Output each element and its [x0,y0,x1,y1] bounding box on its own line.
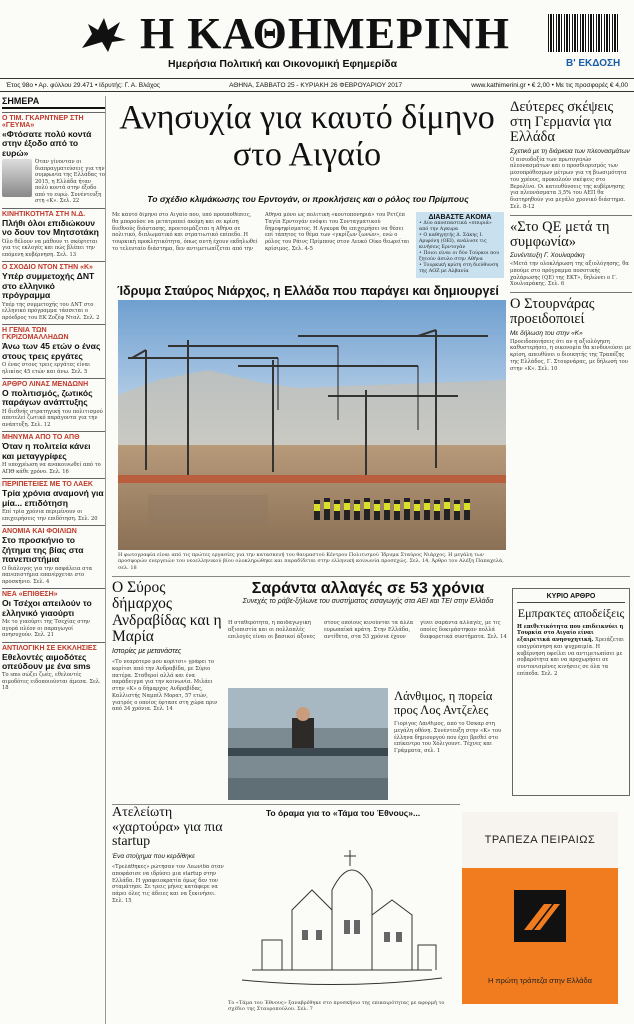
today-item-title[interactable]: Ο πολιτισμός, ζωτικός παράγων ανάπτυξης [2,388,93,408]
lead-body: Με καυτό δίμηνο στο Αιγαίο που, υπό προϋποθέσεις, θα μπορούσε να μετατραπεί ακόμη και σε κρίση διεθνούς διάστασης, προετοιμάζεται η Αθήνα σε πολιτικό, διπλωματικό και στρατιωτικό επίπεδο. Η τουρκική προκλητικότητα, όπως αυτή έχουν εκδηλωθεί το τελευταίο διάστημα, δεν αντιμετωπίζεται από την Αθήνα μόνο ως πολιτική «κουτοπονηριά» του Ρετζέπ Ταγίπ Ερντογάν ενόψει του Συνταγματικού δημοψηφίσματος. Η Αγκυρα θα επιχειρήσει να θέσει επί τάπητος το θέμα των «γκρίζων ζωνών», ενώ ο ρόλος του Ράινς Πρίμπους στον Λευκό Οίκο θεωρείται κρίσιμος. Σελ. 4-5 [112,212,410,252]
right-story-sub: Με δήλωση του στην «Κ» [510,329,583,337]
today-item[interactable] [2,478,105,522]
syros-sub: Ιστορίες με μετανάστες [112,648,182,656]
today-item-section: ΝΕΑ «ΕΠΙΘΕΣΗ» [2,588,105,598]
lead-deck: Το σχέδιο κλιμάκωσης του Ερντογάν, οι προκλήσεις και ο ρόλος του Πρίμπους [147,194,469,204]
today-item[interactable] [2,112,105,205]
today-item[interactable] [2,431,105,475]
read-more-item[interactable]: • Ποιοι είναι οι δύο Τούρκοι που ζητούν άσυλο στην Αθήνα [419,250,500,262]
read-more-title: ΔΙΑΒΑΣΤΕ ΑΚΟΜΑ [428,214,492,221]
photo-caption: Η φωτογραφία είναι από τις πρώτες εργασίες για την κατασκευή του θαυμαστού Κέντρου Πολιτισμού Ίδρυμα Σταύρος Νιάρχος. Η μεγάλη των προσφορών ενεργειών του νεοελληνικού βίου ολοκληρώθηκε και παραδίδεται στην ελληνική κοινωνία προσεχώς. Σελ. 14, Άρθρο του Αλέξη Παπαχελά, σελ. 18 [118,552,504,571]
saranta-sub: Συνεχές το ράβε-ξήλωνε του συστήματος εισαγωγής στα ΑΕΙ και ΤΕΙ στην Ελλάδα [242,598,494,605]
read-more-item[interactable]: • Δύο αποσπαστικά «σπυριά» από την Αγκυρα [419,221,492,232]
today-item-section: Ο ΣΧΟΔΙΟ ΝΤΟΝ ΣΤΗΝ «Κ» [2,261,105,271]
today-item[interactable] [2,261,105,321]
today-header: ΣΗΜΕΡΑ [2,96,105,109]
divider [112,576,630,577]
today-item-body: Με το γιαούρτι της Τσεχίας στην αγορά πλέον οι παραγωγοί ανησυχούν. Σελ. 21 [2,619,90,639]
today-item-title[interactable]: Υπέρ συμμετοχής ΔΝΤ στο ελληνικό πρόγραμμα [2,271,95,301]
today-item-section: Η ΓΕΝΙΑ ΤΩΝ ΓΚΡΙΖΟΜΑΛΛΗΔΩΝ [2,324,105,341]
ad-slogan: Η πρώτη τράπεζα στην Ελλάδα [487,976,593,985]
startup-story[interactable] [112,806,224,1014]
masthead-subtitle: Ημερήσια Πολιτική και Οικονομική Εφημερίδα [168,58,398,70]
construction-site-photo [118,300,506,550]
today-item-section: ΚΙΝΗΤΙΚΟΤΗΤΑ ΣΤΗ Ν.Δ. [2,208,105,218]
masthead [0,0,634,94]
today-column [2,96,106,1024]
issue-price: www.kathimerini.gr • € 2,00 • Με τις προσφορές € 4,00 [471,81,628,89]
phoenix-logo-icon [78,14,130,54]
read-more-box [416,212,504,278]
today-item-section: Ο ΤΙΜ. ΓΚΑΡΝΤΝΕΡ ΣΤΗ «ΓΕΥΜΑ» [2,112,105,129]
syros-story[interactable] [112,580,224,747]
orama-title[interactable]: Το όραμα για το «Τάμα του Έθνους»... [265,808,421,818]
right-story-title[interactable]: «Στο QE μετά τη συμφωνία» [510,218,610,250]
saranta-title[interactable]: Σαράντα αλλαγές σε 53 χρόνια [251,580,485,597]
today-item-body: Υπέρ της συμμετοχής του ΔΝΤ στο ελληνικό πρόγραμμα τάσσεται ο πρόεδρος του ΕΚ Ζοζέφ Νταλ. Σελ. 2 [2,301,100,321]
today-item-section: ΑΝΤΙΛΟΓΙΚΗ ΣΕ ΕΚΚΛΗΣΙΕΣ [2,642,105,652]
read-more-item[interactable]: • Ο καθηγητής Δ. Σάκης Ι. Αριφόνη (ΟΕΙ), ανάλυσε τις κινήσεις Ερντογάν [419,232,487,250]
editorial-lead: Η επιθετικότητα που επιδεικνύει η Τουρκία στο Αιγαίο είναι εξαιρετικά ανησυχητική. [517,623,624,644]
right-story-title[interactable]: Δεύτερες σκέψεις στη Γερμανία για Ελλάδα [510,99,614,146]
today-item-body: Ο διάλογος για την ασφάλεια στα πανεπιστήμια επανέρχεται στο προσκήνιο. Σελ. 4 [2,565,93,585]
portrait-photo [2,159,32,197]
divider [510,292,632,293]
issue-info-bar [0,78,634,92]
today-item-title[interactable]: Οι Τσέχοι απειλούν το ελληνικό γιαούρτι [2,598,92,618]
ad-brand[interactable]: ΤΡΑΠΕΖΑ ΠΕΙΡΑΙΩΣ [462,812,618,868]
photo-feature-title[interactable]: Ίδρυμα Σταύρος Νιάρχος, η Ελλάδα που παράγει και δημιουργεί [117,284,499,298]
today-item-body: Η διεθνής στρατηγική του πολιτισμού αποτελεί ζωτικό παράγοντα για την ανάπτυξη. Σελ. 12 [2,408,103,428]
today-item-body: Όταν γίνονταν οι διαπραγματεύσεις για την συμφωνία της Ελλάδας το 2015, η Ελλάδα ήταν πολύ κοντά στην έξοδο από το ευρώ. Συνέντευξη στη «Κ». Σελ. 22 [35,159,105,205]
right-story-sub: Συνέντευξη Γ. Χουλιαράκη [510,252,585,260]
right-story-sub: Σχετικά με τη διάρκεια των πλεονασμάτων [510,147,630,155]
saranta-body: Η σταθερότητα, η παιδαγωγική αξιοπιστία και οι πολλαπλές επιλογές είναι οι βασικοί άξονες στους οποίους κινούνται τα άλλα ευρωπαϊκά κράτη. Στην Ελλάδα, αντίθετα, στα 53 χρόνια έχουν γίνει σαράντα αλλαγές, με τις οποίες δοκιμάστηκαν πολλά διαφορετικά συστήματα. Σελ. 14 [228,620,507,640]
today-item-section: ΑΡΘΡΟ ΛΙΝΑΣ ΜΕΝΔΩΝΗ [2,378,105,388]
orama-caption: Το «Τάμα του Έθνους» ξαναβρέθηκε στο προσκήνιο της επικαιρότητας με αφορμή το σχέδιο της Σταυροπούλου. Σελ. 7 [228,1000,445,1012]
today-item[interactable] [2,642,105,692]
church-sketch [232,820,452,998]
today-item-title[interactable]: Εθελοντές αιμοδότες οπεύδουν με ένα sms [2,651,91,671]
today-item-title[interactable]: Όταν η πολιτεία κάνει και μεταγγρίφες [2,441,91,461]
startup-body: «Τρελάθηκες» ρώτησαν τον Λεωνίδα όταν αποφάσισε να ιδρύσει μια startup στην Ελλάδα. Η γραφειοκρατία όμως δεν τον σταμάτησε. Σε τρεις μήνες κατάφερε να πάρει όλες τις άδειες και να ξεκινήσει. Σελ. 15 [112,864,224,904]
today-item-title[interactable]: Στο προσκήνιο το ζήτημα της βίας στα πανεπιστήμια [2,535,84,565]
syros-body: «Το νεαρότερο μου κορίτσι» γράφει το κορίτσι από την Ανδραβίδα, με Σύριο πατέρα. Σταθεροί αλλά και ένα παράδειγμα για την κοινωνία. Μιλάει στην «Κ» ο δήμαρχος Ανδραβίδας, Καλλιστής Ναμπίλ Μορατ, 57 ετών, γιατρός ο οποίος έφτασε στη χώρα πριν από 34 χρόνια. Σελ. 14 [112,659,218,713]
today-item-section: ΠΕΡΙΠΕΤΕΙΕΣ ΜΕ ΤΟ ΛΑΕΚ [2,478,105,488]
today-item-section: ΑΝΟΜΙΑ ΚΑΙ ΦΟΙΛΙΩΝ [2,525,105,535]
today-item[interactable] [2,525,105,585]
today-item-body: Όλο θέλουν να μάθουν τι σκέφτεται για τις εκλογές και πώς βλέπει την επόμενη κυβέρνηση. Σελ. 13 [2,238,98,258]
lanthimos-photo [228,688,388,800]
today-item-title[interactable]: Άνω των 45 ετών ο ένας στους τρεις εργάτες [2,341,101,361]
right-story[interactable] [510,220,632,288]
today-item-title[interactable]: «Φτόσατε πολύ κοντά στην έξοδο από το ευρώ» [2,129,92,158]
right-story-body: «Μετά την ολοκλήρωση της αξιολόγησης, θα μπούμε στο πρόγραμμα ποσοτικής χαλάρωσης (QE) της ΕΚΤ», δηλώνει ο Γ. Χουλιαράκης. Σελ. 6 [510,261,629,288]
barcode [548,14,620,52]
editorial-body [517,624,625,678]
piraeus-bank-ad[interactable] [462,812,618,1004]
editorial-title[interactable]: Εμπρακτες αποδείξεις [517,606,625,620]
right-story-body: Ο αισιοδοξία των πρωτογενών πλεονασμάτων και ο προσδιορισμός των μεσοπρόθεσμων μέτρων για τη βιωσιμότητα του χρέους, προκαλούν σκέψεις στο Βερολίνο. Οι κατευθύνσεις της κυβέρνησης για πλεονάσματα 3,5% του ΑΕΠ θα διατηρηθούν για μεγάλο χρονικό διάστημα. Σελ. 8-12 [510,156,627,210]
syros-title[interactable]: Ο Σύρος δήμαρχος Ανδραβίδας και η Μαρία [112,579,222,645]
editorial-box[interactable] [512,588,630,796]
bank-logo-icon [514,890,566,942]
today-item-body: Η υποχρέωση να ανακοινωθεί από το ΑΠΘ κάθε χρόνο. Σελ. 16 [2,462,101,475]
issue-info: Έτος 98ο • Αρ. φύλλου 29.471 • Ιδρυτής: Γ. Α. Βλάχος [6,81,160,89]
today-item-title[interactable]: Τρία χρόνια αναμονή για μία... επιδότηση [2,488,104,508]
edition-label: Β' ΕΚΔΟΣΗ [566,58,621,69]
masthead-title: Η ΚΑΘΗΜΕΡΙΝΗ [140,9,510,58]
right-story[interactable] [510,100,632,211]
startup-title[interactable]: Ατελείωτη «χαρτούρα» για πια startup [112,805,223,850]
today-item-body: Επί τρία χρόνια περιμένουν οι επιχειρήσεις την επιδότηση. Σελ. 20 [2,509,98,522]
today-item[interactable] [2,324,105,375]
today-item[interactable] [2,588,105,638]
right-column [510,96,632,586]
lanthimos-body: Γιορίγος Λάνθιμος, από το Όσκαρ στη μεγάλη οθόνη. Συνέντευξη στην «Κ» του έλληνα δημιουργού που έχει βρεθεί στο επίκεντρο του Χόλιγουντ. Τέχνες και Γράμματα, σελ. 1 [394,721,502,754]
startup-sub: Ένα στοίχημα που κερδίθηκε [112,853,195,861]
divider [510,215,632,216]
right-story[interactable] [510,297,632,372]
today-item-title[interactable]: Πλήθι όλοι επιδιώκουν νο δουν τον Μητσοτάκη [2,217,99,238]
editorial-header: ΚΥΡΙΟ ΑΡΘΡΟ [517,593,625,603]
today-item-body: Ο ένας στους τρεις εργάτες είναι ηλικίας 45 ετών και άνω. Σελ. 5 [2,362,91,375]
lanthimos-title[interactable]: Λάνθιμος, η πορεία προς Λος Αντζελες [394,689,493,717]
today-item[interactable] [2,378,105,428]
saranta-story-header[interactable] [228,580,508,605]
right-story-title[interactable]: Ο Στουρνάρας προειδοποιεί [510,296,595,328]
lanthimos-story[interactable] [394,690,508,781]
right-story-body: Προειδοποιήσεις ότι αν η αξιολόγηση καθυστερήσει, η οικονομία θα κινδυνεύσει με κρίση, απευθύνει ο διοικητής της Τραπέζης της Ελλάδος, Γ. Στουρνάρας, με δήλωσή του στην «Κ». Σελ. 10 [510,338,631,372]
lead-headline[interactable]: Ανησυχία για καυτό δίμηνο στο Αιγαίο [119,99,495,173]
today-item[interactable] [2,208,105,258]
issue-date: ΑΘΗΝΑ, ΣΑΒΒΑΤΟ 25 - ΚΥΡΙΑΚΗ 26 ΦΕΒΡΟΥΑΡΙΟΥ 2017 [229,81,403,89]
today-item-section: ΜΗΝΥΜΑ ΑΠΟ ΤΟ ΑΠΘ [2,431,105,441]
read-more-item[interactable]: • Τουρκική κρίση στη διεύθυνση της ΑΟΖ με Αλβανία [419,262,499,274]
editorial-text: Χρειάζεται επαγρύπνηση και ψυχραιμία. Η κυβέρνηση οφείλει να αντιμετωπίσει με σοβαρότητα και να προχωρήσει σε συντονισμένες κινήσεις σε όλα τα επίπεδα. Σελ. 2 [517,637,624,677]
today-item-body: Το sms σώζει ζωές, εθελοντές αιμοδότες ειδοποιούνται άμεσα. Σελ. 18 [2,672,101,692]
